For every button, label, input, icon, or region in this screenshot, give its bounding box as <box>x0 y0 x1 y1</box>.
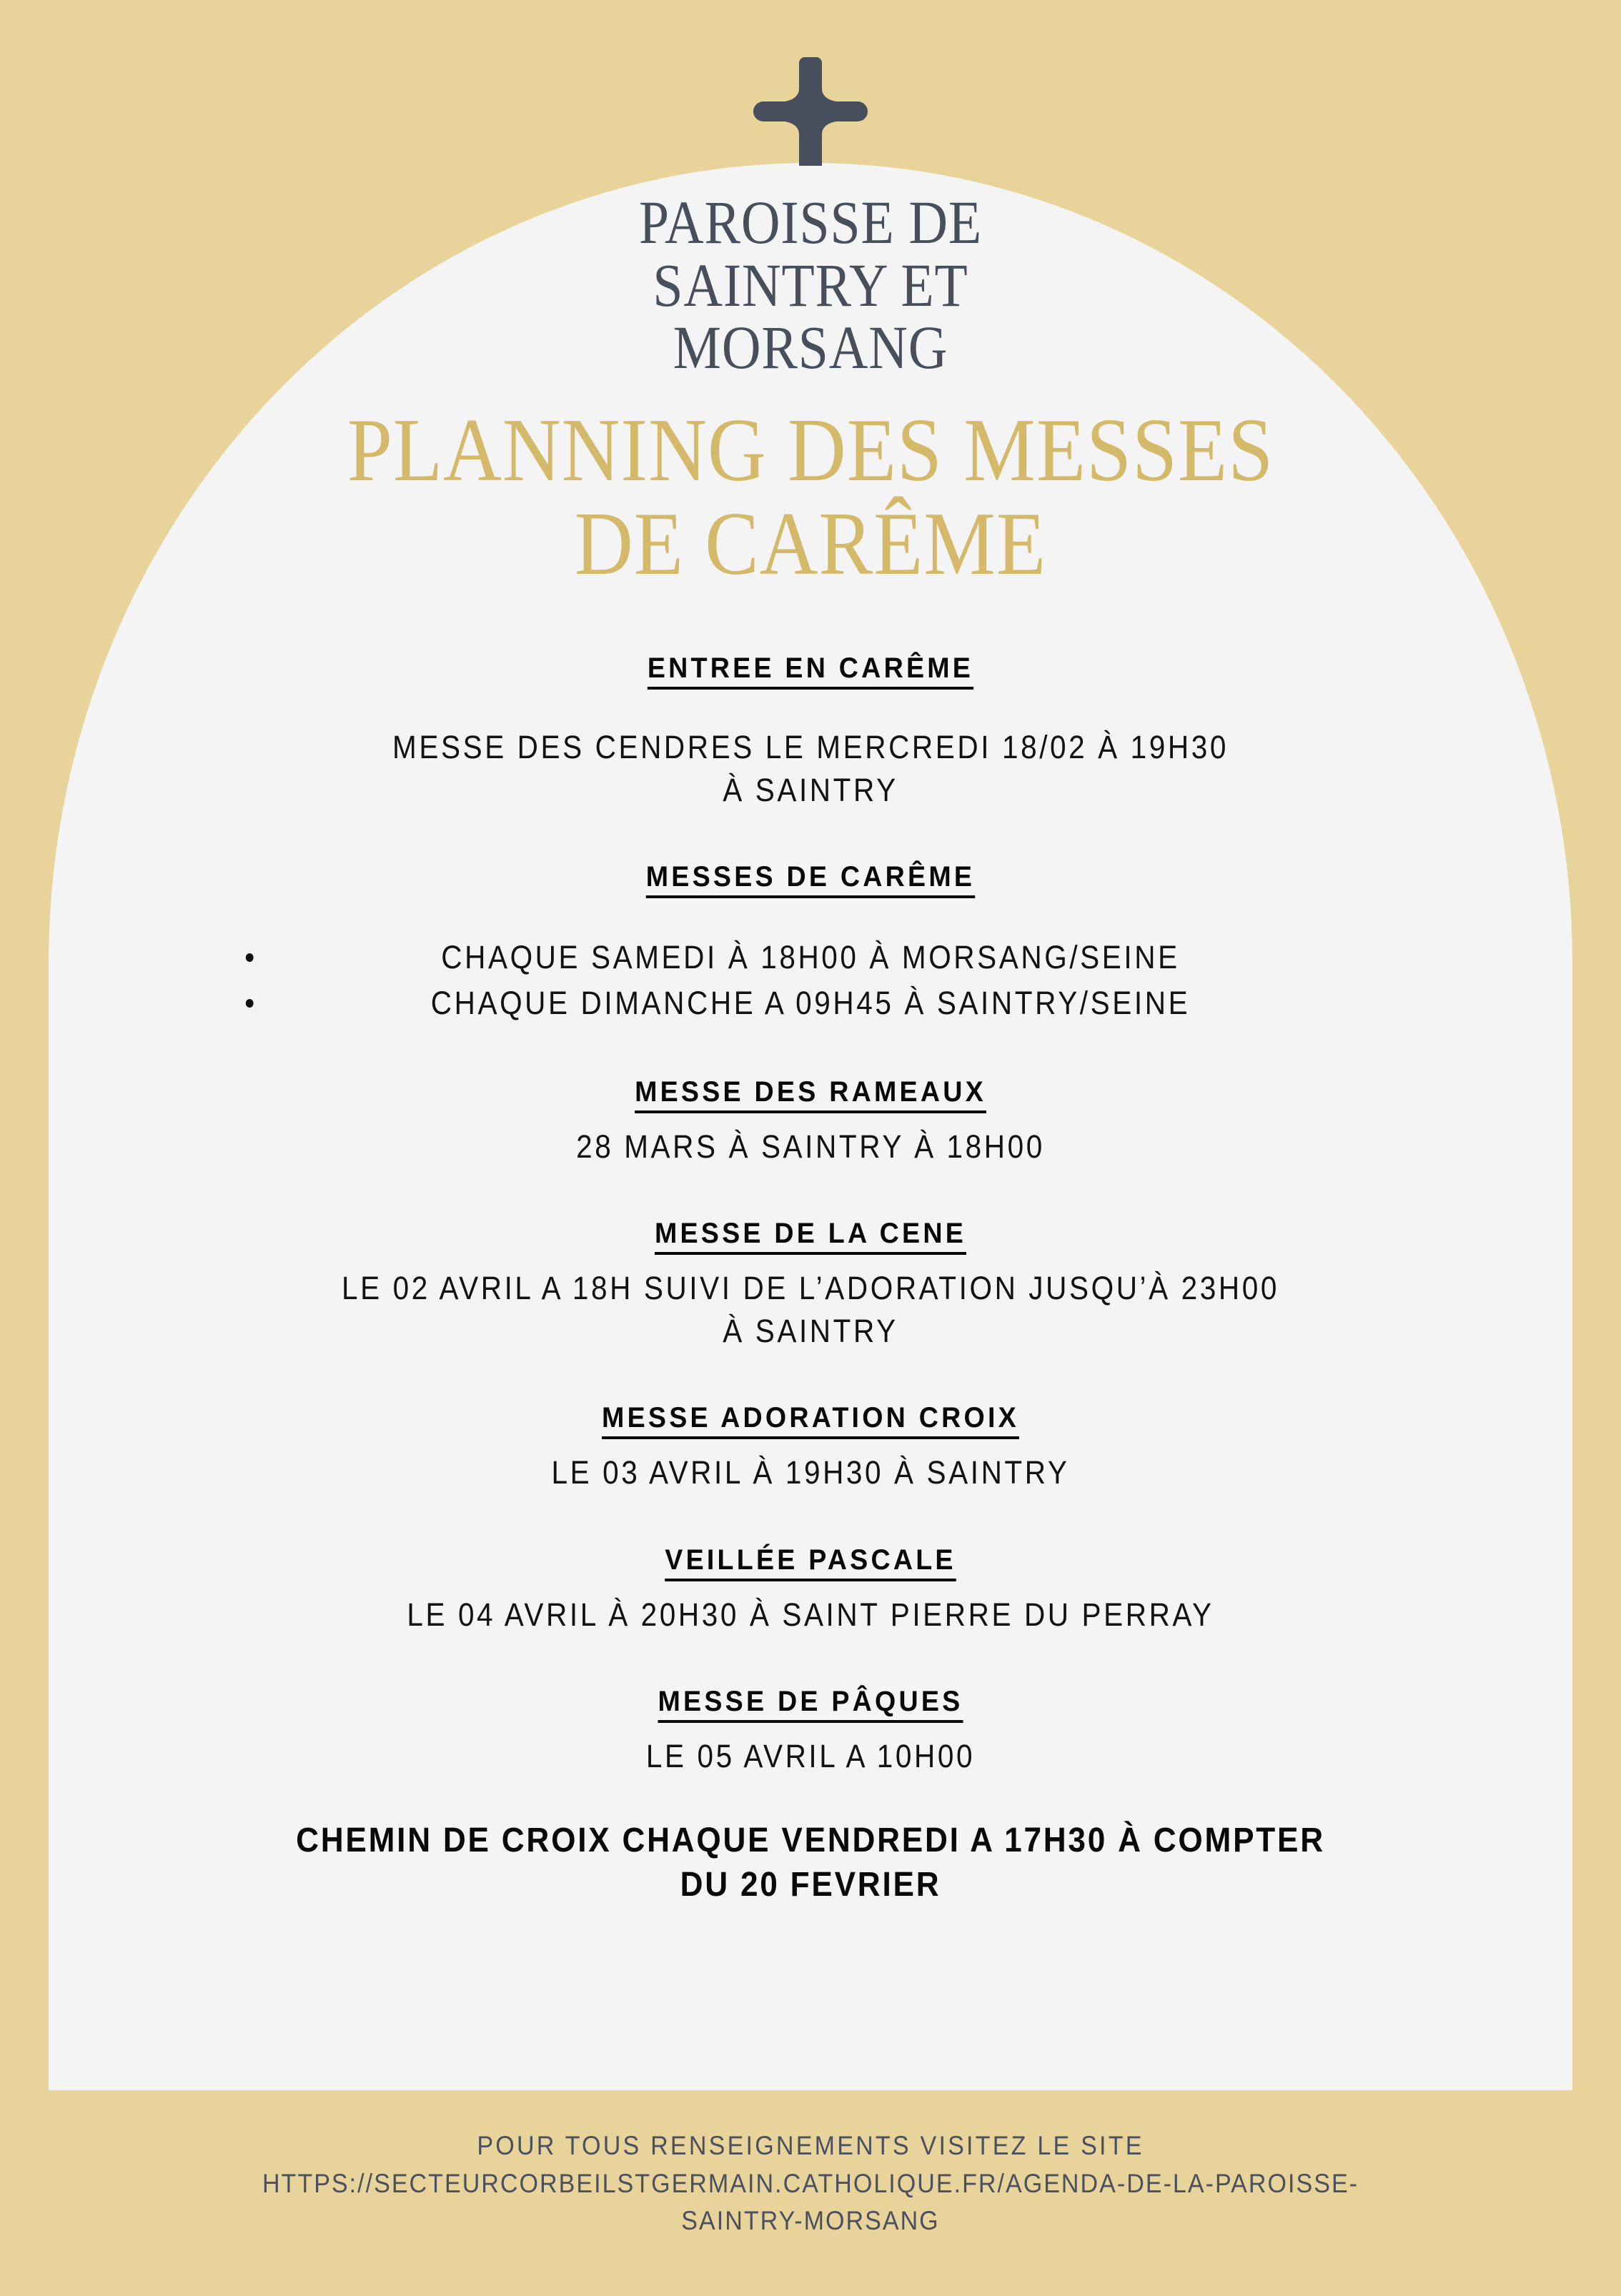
title-line-1: PLANNING DES MESSES <box>347 401 1274 501</box>
section-heading-messes-careme: MESSES DE CARÊME <box>645 861 976 893</box>
parish-line-1: PAROISSE DE <box>638 188 983 257</box>
list-item <box>196 980 1426 1026</box>
careme-bullet-list <box>127 935 1494 1026</box>
section-line: À SAINTRY <box>723 771 898 808</box>
list-item <box>196 935 1426 980</box>
parish-line-3: MORSANG <box>673 313 948 382</box>
bullet-dot-icon <box>246 999 254 1008</box>
section-line: LE 02 AVRIL A 18H SUIVI DE L’ADORATION JUSQU’À 23H00 <box>342 1270 1279 1307</box>
page-title <box>125 379 1497 595</box>
section-line: LE 04 AVRIL À 20H30 À SAINT PIERRE DU PERRAY <box>407 1596 1214 1633</box>
section-heading-paques: MESSE DE PÂQUES <box>658 1685 963 1717</box>
section-heading-adoration-croix: MESSE ADORATION CROIX <box>602 1402 1019 1434</box>
bullet-dot-icon <box>246 953 254 962</box>
section-line: MESSE DES CENDRES LE MERCREDI 18/02 À 19H30 <box>392 729 1229 766</box>
section-heading-cene: MESSE DE LA CENE <box>654 1218 967 1250</box>
footer <box>0 2127 1621 2240</box>
footer-url-line-2[interactable]: SAINTRY-MORSANG <box>681 2206 940 2236</box>
footer-info-line: POUR TOUS RENSEIGNEMENTS VISITEZ LE SITE <box>477 2131 1144 2161</box>
chemin-de-croix-note-line-2: DU 20 FEVRIER <box>680 1865 941 1904</box>
section-line: 28 MARS À SAINTRY À 18H00 <box>576 1128 1045 1165</box>
section-line: À SAINTRY <box>723 1312 898 1349</box>
section-line: LE 03 AVRIL À 19H30 À SAINTRY <box>551 1454 1070 1491</box>
section-line: LE 05 AVRIL A 10H00 <box>645 1737 976 1774</box>
schedule-body <box>49 624 1572 1907</box>
list-item-label: CHAQUE DIMANCHE A 09H45 À SAINTRY/SEINE <box>430 984 1191 1021</box>
list-item-label: CHAQUE SAMEDI À 18H00 À MORSANG/SEINE <box>441 939 1180 976</box>
parish-name <box>140 0 1481 382</box>
title-line-2: DE CARÊME <box>574 495 1047 595</box>
section-heading-veillee-pascale: VEILLÉE PASCALE <box>665 1544 956 1576</box>
footer-url-line-1[interactable]: HTTPS://SECTEURCORBEILSTGERMAIN.CATHOLIQUE.FR/AGENDA-DE-LA-PAROISSE- <box>262 2168 1359 2198</box>
chemin-de-croix-note-line-1: CHEMIN DE CROIX CHAQUE VENDREDI A 17H30 À COMPTER <box>296 1822 1325 1860</box>
section-heading-rameaux: MESSE DES RAMEAUX <box>635 1075 986 1108</box>
poster-content <box>49 0 1572 2296</box>
section-heading-entree: ENTREE EN CARÊME <box>647 652 974 685</box>
parish-line-2: SAINTRY ET <box>653 250 968 319</box>
